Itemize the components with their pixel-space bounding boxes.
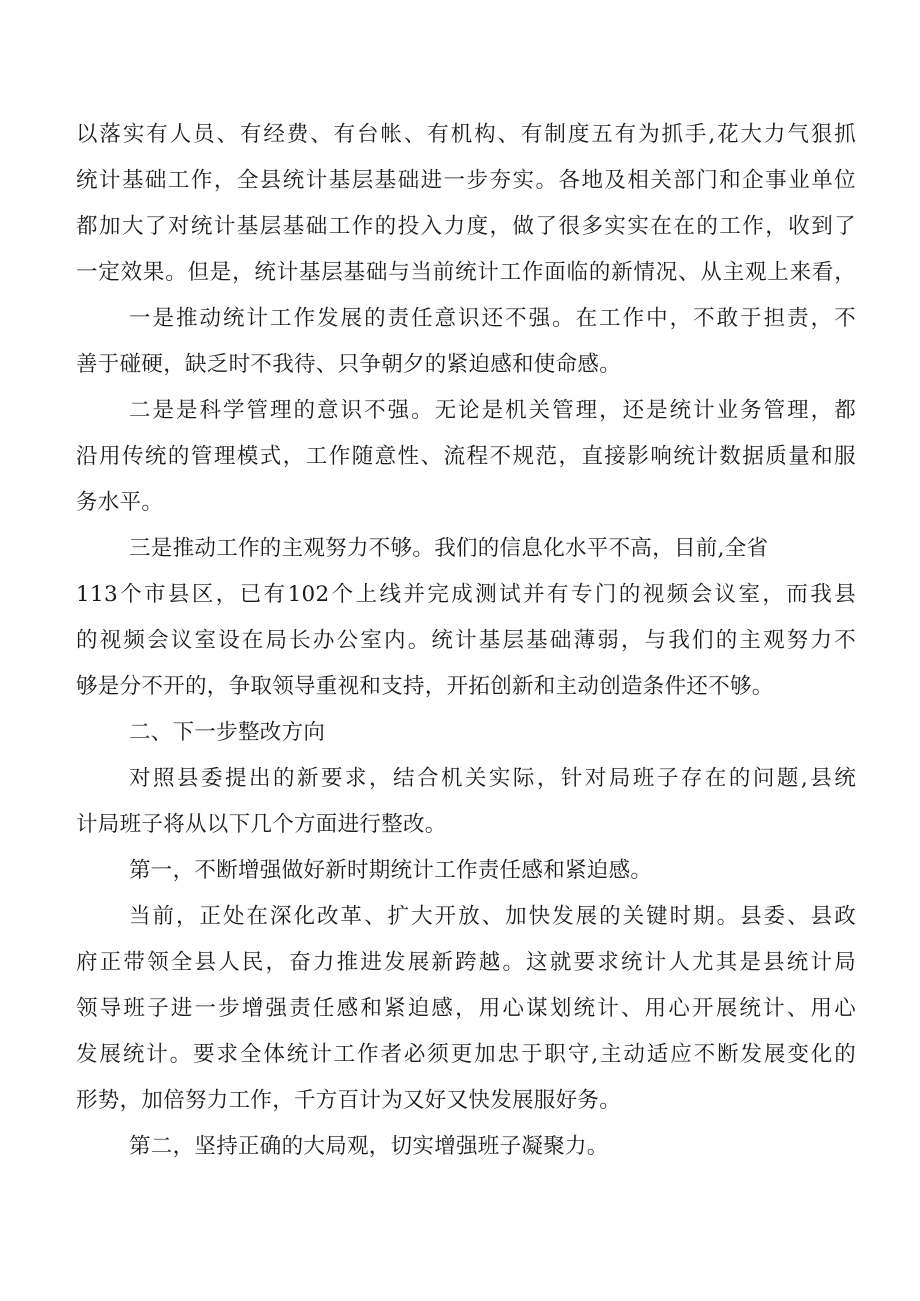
text-line: 发展统计。要求全体统计工作者必须更加忠于职守,主动适应不断发展变化的 [76, 1042, 856, 1067]
text-line: 都加大了对统计基层基础工作的投入力度，做了很多实实在在的工作，收到了 [76, 214, 856, 239]
text-line: 三是推动工作的主观努力不够。我们的信息化水平不高，目前,全省 [129, 536, 769, 561]
text-line: 务水平。 [76, 490, 164, 515]
subsection-heading: 第一，不断增强做好新时期统计工作责任感和紧迫感。 [129, 858, 653, 883]
text-line: 领导班子进一步增强责任感和紧迫感，用心谋划统计、用心开展统计、用心 [76, 996, 856, 1021]
text-line: 沿用传统的管理模式，工作随意性、流程不规范，直接影响统计数据质量和服 [76, 444, 856, 469]
text-line: 对照县委提出的新要求，结合机关实际，针对局班子存在的问题,县统 [129, 766, 856, 791]
text-line: 113个市县区，已有102个上线并完成测试并有专门的视频会议室，而我县 [76, 582, 856, 607]
subsection-heading: 第二，坚持正确的大局观，切实增强班子凝聚力。 [129, 1134, 609, 1159]
text-line: 以落实有人员、有经费、有台帐、有机构、有制度五有为抓手,花大力气狠抓 [76, 122, 856, 147]
text-line: 计局班子将从以下几个方面进行整改。 [76, 812, 447, 837]
document-body [76, 112, 856, 1170]
text-line: 二是是科学管理的意识不强。无论是机关管理，还是统计业务管理，都 [129, 398, 856, 423]
text-line: 的视频会议室设在局长办公室内。统计基层基础薄弱，与我们的主观努力不 [76, 628, 856, 653]
text-line: 一定效果。但是，统计基层基础与当前统计工作面临的新情况、从主观上来看， [76, 260, 856, 285]
text-line: 善于碰硬，缺乏时不我待、只争朝夕的紧迫感和使命感。 [76, 352, 622, 377]
text-line: 当前，正处在深化改革、扩大开放、加快发展的关键时期。县委、县政 [129, 904, 856, 929]
text-line: 形势，加倍努力工作，千方百计为又好又快发展服好务。 [76, 1088, 622, 1113]
text-line: 够是分不开的，争取领导重视和支持，开拓创新和主动创造条件还不够。 [76, 674, 774, 699]
text-line: 统计基础工作，全县统计基层基础进一步夯实。各地及相关部门和企事业单位 [76, 168, 856, 193]
text-line: 一是推动统计工作发展的责任意识还不强。在工作中，不敢于担责，不 [129, 306, 856, 331]
text-line: 府正带领全县人民，奋力推进发展新跨越。这就要求统计人尤其是县统计局 [76, 950, 856, 975]
section-heading: 二、下一步整改方向 [129, 720, 326, 745]
